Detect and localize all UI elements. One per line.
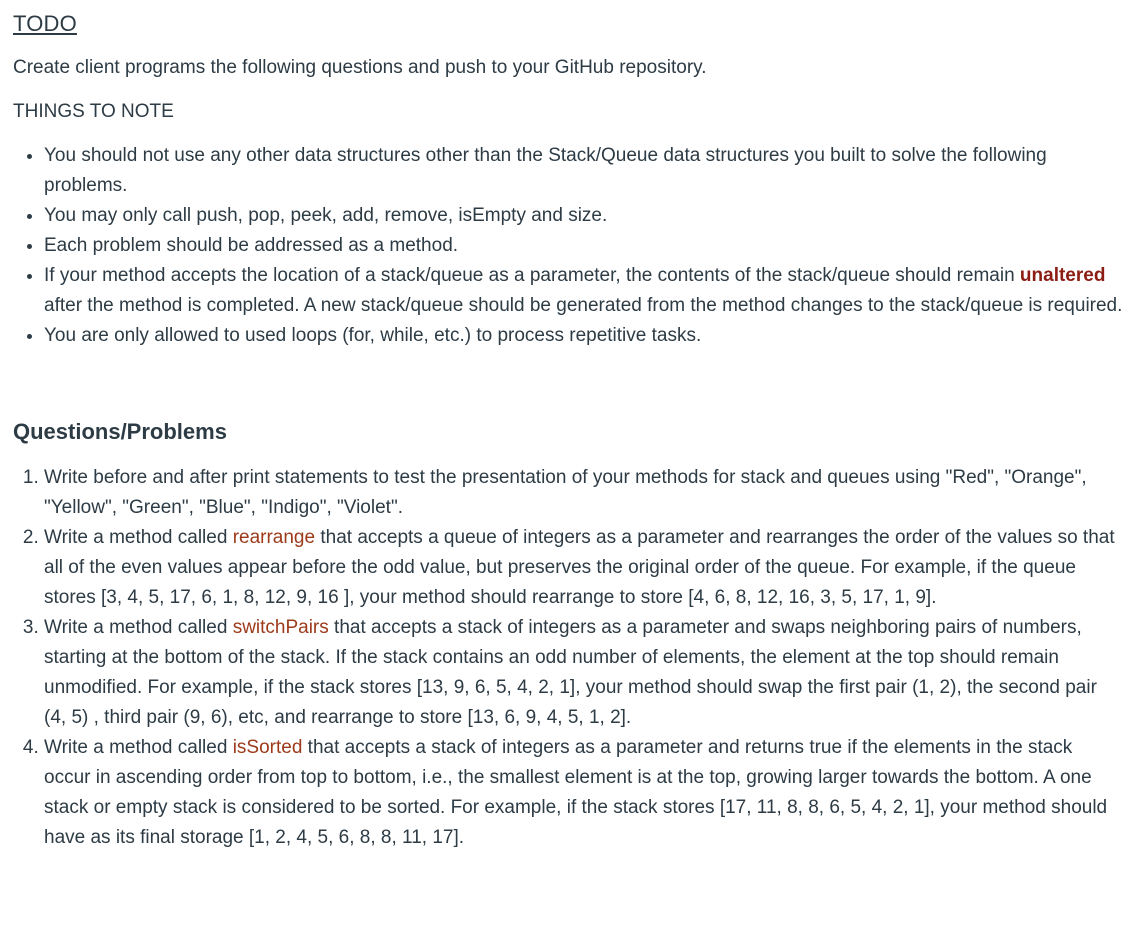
problem-item <box>44 613 1123 733</box>
note-text: If your method accepts the location of a stack/queue as a parameter, the contents of the stack/queue should remain <box>44 265 1020 286</box>
note-item: • Each problem should be addressed as a method. <box>44 231 1123 261</box>
unaltered-highlight: unaltered <box>1019 265 1106 286</box>
problems-heading: Questions/Problems <box>13 419 227 444</box>
problem-text: Write a method called <box>44 527 233 548</box>
problem-text: that accepts a stack of integers as a parameter and swaps neighboring pairs of numbers, starting at the bottom of the stack. If the stack contains an odd number of elements, the element at the top should remain unmodified. For example, if the stack stores [13, 9, 6, 5, 4, 2, 1], your method should swap the first pair (1, 2), the second pair (4, 5) , third pair (9, 6), etc, and rearrange to store [13, 6, 9, 4, 5, 1, 2]. <box>44 617 1097 728</box>
notes-list <box>13 141 1123 351</box>
problem-text: that accepts a queue of integers as a parameter and rearranges the order of the values so that all of the even values appear before the odd value, but preserves the original order of the queue. For example, if the queue stores [3, 4, 5, 17, 6, 1, 8, 12, 9, 16 ], your method should rearrange to store [4, 6, 8, 12, 16, 3, 5, 17, 1, 9]. <box>44 527 1115 608</box>
problem-item <box>44 733 1123 853</box>
problems-list <box>13 463 1123 853</box>
note-item: • You are only allowed to used loops (for, while, etc.) to process repetitive tasks. <box>44 321 1123 351</box>
intro-paragraph: Create client programs the following questions and push to your GitHub repository. <box>13 57 707 78</box>
problem-text: Write a method called <box>44 737 233 758</box>
note-item: • You should not use any other data structures other than the Stack/Queue data structures you built to solve the following problems. <box>44 141 1123 201</box>
method-name-switchpairs: switchPairs <box>232 617 329 638</box>
page-title: TODO <box>13 11 77 36</box>
method-name-rearrange: rearrange <box>232 527 316 548</box>
problem-item <box>44 523 1123 613</box>
notes-heading: THINGS TO NOTE <box>13 101 174 122</box>
note-item <box>44 261 1123 321</box>
problem-item: 1. Write before and after print statements to test the presentation of your methods for stack and queues using "Red", "Orange", "Yellow", "Green", "Blue", "Indigo", "Violet". <box>44 463 1123 523</box>
problem-text: that accepts a stack of integers as a parameter and returns true if the elements in the stack occur in ascending order from top to bottom, i.e., the smallest element is at the top, growing larger towards the bottom. A one stack or empty stack is considered to be sorted. For example, if the stack stores [17, 11, 8, 8, 6, 5, 4, 2, 1], your method should have as its final storage [1, 2, 4, 5, 6, 8, 8, 11, 17]. <box>44 737 1108 848</box>
problem-text: Write a method called <box>44 617 233 638</box>
method-name-issorted: isSorted <box>232 737 303 758</box>
note-item: • You may only call push, pop, peek, add, remove, isEmpty and size. <box>44 201 1123 231</box>
note-text: after the method is completed. A new stack/queue should be generated from the method changes to the stack/queue is required. <box>44 295 1123 316</box>
